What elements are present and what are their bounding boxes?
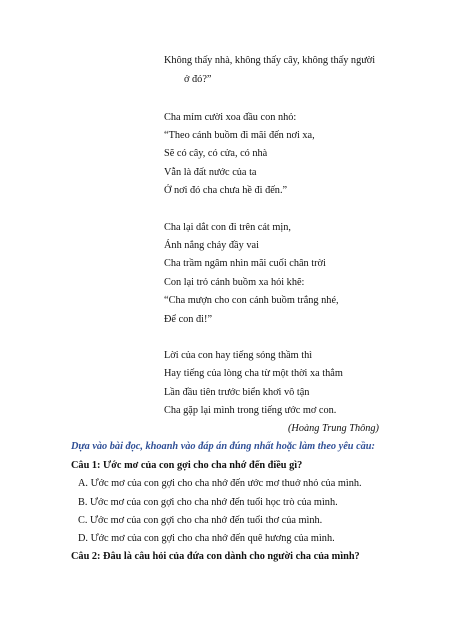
poem-line: Để con đi!” <box>164 314 213 325</box>
poem-line: Cha trầm ngâm nhìn mãi cuối chân trời <box>164 258 326 269</box>
poem-line: Lần đầu tiên trước biển khơi vô tận <box>164 387 310 398</box>
poem-line: Con lại trỏ cánh buồm xa hỏi khẽ: <box>164 277 305 288</box>
poem-line: Cha lại dắt con đi trên cát mịn, <box>164 222 291 233</box>
poem-line: Cha mỉm cười xoa đầu con nhỏ: <box>164 112 297 123</box>
answer-option-c[interactable]: C. Ước mơ của con gợi cho cha nhớ đến tuổi thơ của mình. <box>78 515 323 526</box>
poem-line: Cha gặp lại mình trong tiếng ước mơ con. <box>164 405 337 416</box>
answer-option-a[interactable]: A. Ước mơ của con gợi cho cha nhớ đến ước mơ thuở nhỏ của mình. <box>78 478 362 489</box>
question-title: Câu 1: Ước mơ của con gợi cho cha nhớ đến điều gì? <box>71 460 303 471</box>
question-title: Câu 2: Đâu là câu hỏi của đứa con dành cho người cha của mình? <box>71 551 360 562</box>
poem-line: “Cha mượn cho con cánh buồm trắng nhé, <box>164 295 339 306</box>
answer-option-b[interactable]: B. Ước mơ của con gợi cho cha nhớ đến tuổi học trò của mình. <box>78 497 338 508</box>
poem-line: Không thấy nhà, không thấy cây, không thấy người <box>164 55 376 66</box>
poem-line: ở đó?” <box>184 74 212 85</box>
poem-line: Lời của con hay tiếng sóng thầm thì <box>164 350 313 361</box>
poem-line: Sẽ có cây, có cửa, có nhà <box>164 148 268 159</box>
poem-line: “Theo cánh buồm đi mãi đến nơi xa, <box>164 130 315 141</box>
answer-option-d[interactable]: D. Ước mơ của con gợi cho cha nhớ đến quê hương của mình. <box>78 533 335 544</box>
poem-line: Ánh nắng chảy đầy vai <box>164 240 259 251</box>
instruction-text: Dựa vào bài đọc, khoanh vào đáp án đúng nhất hoặc làm theo yêu cầu: <box>71 441 375 452</box>
poem-line: Vẫn là đất nước của ta <box>164 167 257 178</box>
poem-author: (Hoàng Trung Thông) <box>288 423 379 434</box>
poem-line: Hay tiếng của lòng cha từ một thời xa thẳm <box>164 368 343 379</box>
poem-line: Ở nơi đó cha chưa hề đi đến.” <box>164 185 288 196</box>
